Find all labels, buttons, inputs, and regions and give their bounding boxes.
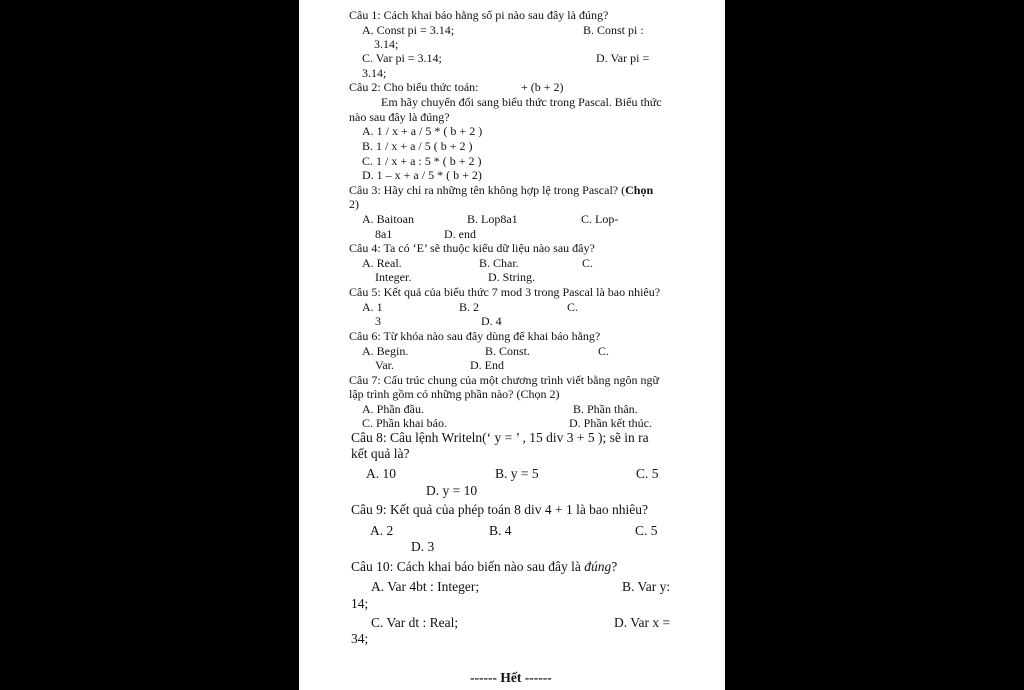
q8-option-b: B. y = 5 [495, 466, 539, 481]
q9-option-d: D. 3 [411, 539, 435, 554]
q2-option-a: A. 1 / x + a / 5 * ( b + 2 ) [362, 124, 483, 138]
q5-option-d: D. 4 [481, 314, 502, 328]
q10-stem-end: ? [611, 559, 618, 574]
q7-option-a: A. Phần đầu. [362, 402, 424, 416]
end-marker: ------ Hết ------ [470, 670, 552, 685]
q7-option-b: B. Phần thân. [573, 402, 638, 416]
q5-option-c-cont: 3 [375, 314, 381, 328]
q3-option-c: C. Lop- [581, 212, 619, 226]
q2-option-c: C. 1 / x + a : 5 * ( b + 2 ) [362, 154, 482, 168]
q4-option-c-cont: Integer. [375, 270, 412, 284]
q5-option-b: B. 2 [459, 300, 480, 314]
q9-option-b: B. 4 [489, 523, 512, 538]
q6-option-c: C. [598, 344, 610, 358]
q1-stem: Câu 1: Cách khai báo hằng số pi nào sau đây là đúng? [349, 8, 609, 22]
q3-stem-bold: Chọn [625, 183, 654, 197]
q7-option-c: C. Phần khai báo. [362, 416, 447, 430]
q10-option-c: C. Var dt : Real; [371, 615, 459, 630]
q2-stem-line3: nào sau đây là đúng? [349, 110, 450, 124]
q1-option-c: C. Var pi = 3.14; [362, 51, 442, 65]
q1-option-b: B. Const pi : [583, 23, 644, 37]
q10-option-d-cont: 34; [351, 631, 369, 646]
q3-stem [349, 184, 653, 196]
q1-option-d: D. Var pi = [596, 51, 650, 65]
q7-stem: Câu 7: Cấu trúc chung của một chương trình viết bằng ngôn ngữ [349, 373, 659, 387]
q8-option-a: A. 10 [366, 466, 396, 481]
q3-option-a: A. Baitoan [362, 212, 414, 226]
q4-option-d: D. String. [488, 270, 536, 284]
q9-option-a: A. 2 [370, 523, 394, 538]
q6-option-d: D. End [470, 358, 504, 372]
q10-stem [351, 560, 617, 574]
q7-stem-line2: lập trình gồm có những phần nào? (Chọn 2) [349, 387, 560, 401]
q3-option-d: D. end [444, 227, 476, 241]
q6-stem: Câu 6: Từ khóa nào sau đây dùng để khai báo hằng? [349, 329, 601, 343]
q10-stem-italic: đúng [584, 559, 612, 574]
q4-stem: Câu 4: Ta có ‘E’ sẽ thuộc kiểu dữ liệu nào sau đây? [349, 241, 595, 255]
q2-stem-line2: Em hãy chuyển đổi sang biểu thức trong Pascal. Biểu thức [381, 95, 662, 109]
q6-option-c-cont: Var. [375, 358, 394, 372]
q3-stem-cont: 2) [349, 197, 359, 211]
q2-option-b: B. 1 / x + a / 5 ( b + 2 ) [362, 139, 473, 153]
document-page [299, 0, 725, 690]
q4-option-a: A. Real. [362, 256, 402, 270]
q3-stem-text: Câu 3: Hãy chỉ ra những tên không hợp lệ trong Pascal? ( [349, 183, 626, 197]
q4-option-b: B. Char. [479, 256, 519, 270]
q8-stem-line2: kết quả là? [351, 446, 410, 461]
q10-option-b-cont: 14; [351, 596, 369, 611]
q5-stem: Câu 5: Kết quả của biểu thức 7 mod 3 trong Pascal là bao nhiêu? [349, 285, 661, 299]
q2-stem: Câu 2: Cho biểu thức toán: [349, 80, 479, 94]
q10-option-d: D. Var x = [614, 615, 671, 630]
q9-stem: Câu 9: Kết quả của phép toán 8 div 4 + 1 là bao nhiêu? [351, 502, 649, 517]
q1-option-a: A. Const pi = 3.14; [362, 23, 455, 37]
q3-option-b: B. Lop8a1 [467, 212, 518, 226]
q1-option-b-cont: 3.14; [374, 37, 399, 51]
q8-stem: Câu 8: Câu lệnh Writeln(‘ y = ’ , 15 div 3 + 5 ); sẽ in ra [351, 430, 649, 445]
q8-option-d: D. y = 10 [426, 483, 478, 498]
q9-option-c: C. 5 [635, 523, 658, 538]
q10-stem-text: Câu 10: Cách khai báo biến nào sau đây là [351, 559, 585, 574]
q2-option-d: D. 1 – x + a / 5 * ( b + 2) [362, 168, 482, 182]
q5-option-c: C. [567, 300, 579, 314]
q5-option-a: A. 1 [362, 300, 383, 314]
q1-option-d-cont: 3.14; [362, 66, 387, 80]
q7-option-d: D. Phần kết thúc. [569, 416, 652, 430]
q6-option-a: A. Begin. [362, 344, 409, 358]
q4-option-c: C. [582, 256, 594, 270]
q10-option-a: A. Var 4bt : Integer; [371, 579, 480, 594]
q2-formula: + (b + 2) [521, 80, 564, 94]
q6-option-b: B. Const. [485, 344, 531, 358]
q10-option-b: B. Var y: [622, 579, 671, 594]
q8-option-c: C. 5 [636, 466, 659, 481]
q3-option-c-cont: 8a1 [375, 227, 393, 241]
